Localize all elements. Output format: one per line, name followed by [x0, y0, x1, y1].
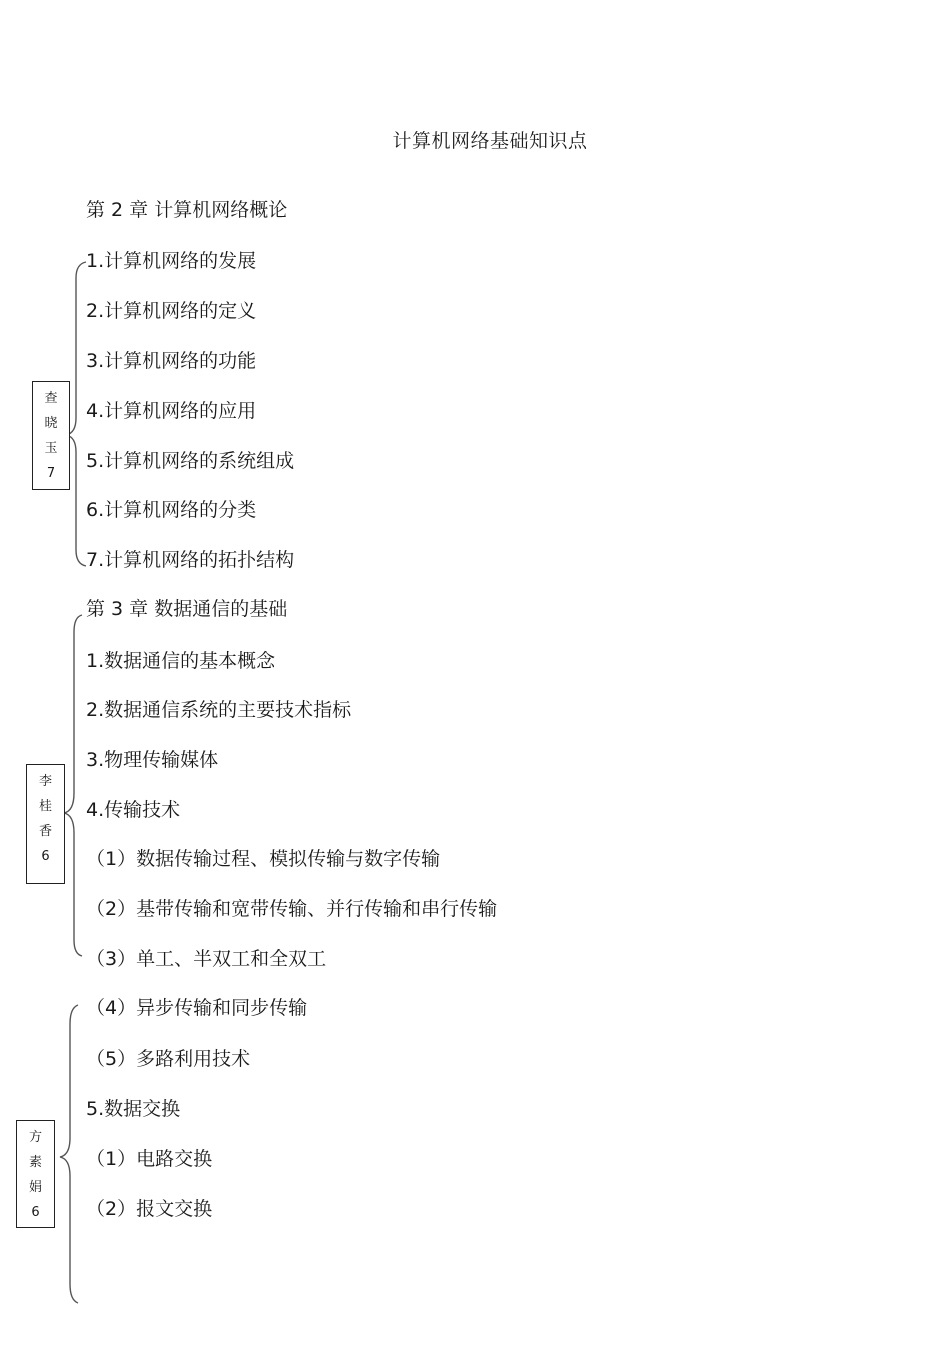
assignee-char: 香	[38, 824, 52, 839]
brace-2	[64, 615, 82, 956]
assignee-box	[16, 1120, 55, 1228]
assignee-count: 6	[31, 1205, 40, 1220]
assignee-count: 7	[46, 466, 56, 481]
list-item: 1.数据通信的基本概念	[86, 650, 276, 672]
assignee-char: 娟	[28, 1180, 42, 1195]
list-item: 4.计算机网络的应用	[86, 400, 257, 422]
list-subitem: （5）多路利用技术	[86, 1048, 251, 1070]
assignee-char: 桂	[38, 799, 52, 814]
list-item: 3.物理传输媒体	[86, 749, 219, 771]
assignee-box	[26, 764, 65, 884]
list-subitem: （1）数据传输过程、模拟传输与数字传输	[86, 848, 441, 870]
list-subitem: （2）报文交换	[86, 1198, 213, 1220]
chapter-2-heading: 第 2 章 计算机网络概论	[86, 199, 288, 221]
list-item: 6.计算机网络的分类	[86, 499, 257, 521]
page-title: 计算机网络基础知识点	[392, 130, 588, 152]
list-item: 2.数据通信系统的主要技术指标	[86, 699, 352, 721]
assignee-char: 晓	[44, 416, 58, 431]
assignee-char: 李	[38, 774, 52, 789]
list-subitem: （4）异步传输和同步传输	[86, 997, 308, 1019]
list-item: 5.计算机网络的系统组成	[86, 450, 295, 472]
chapter-3-heading: 第 3 章 数据通信的基础	[86, 598, 288, 620]
list-subitem: （3）单工、半双工和全双工	[86, 948, 327, 970]
assignee-char: 查	[44, 391, 58, 406]
list-item: 2.计算机网络的定义	[86, 300, 257, 322]
assignee-box	[32, 381, 70, 490]
assignee-char: 素	[28, 1155, 42, 1170]
list-item: 1.计算机网络的发展	[86, 250, 257, 272]
list-subitem: （2）基带传输和宽带传输、并行传输和串行传输	[86, 898, 498, 920]
list-item: 3.计算机网络的功能	[86, 350, 257, 372]
assignee-count: 6	[41, 849, 50, 864]
assignee-char: 玉	[44, 441, 58, 456]
list-item: 7.计算机网络的拓扑结构	[86, 549, 295, 571]
brace-3	[60, 1005, 78, 1303]
list-subitem: （1）电路交换	[86, 1148, 213, 1170]
list-item: 5.数据交换	[86, 1098, 181, 1120]
list-item: 4.传输技术	[86, 799, 181, 821]
assignee-char: 方	[28, 1130, 42, 1145]
